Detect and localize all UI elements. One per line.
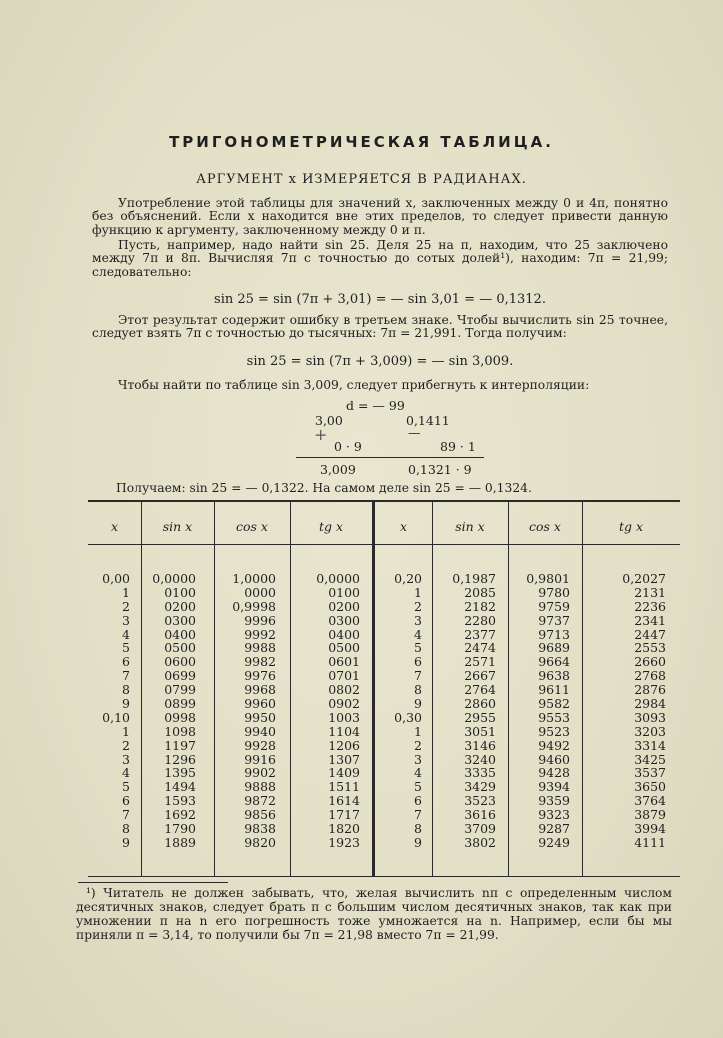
paragraph-interpolation: Чтобы найти по таблице sin 3,009, следует прибегнуть к интерполяции: — [118, 378, 590, 392]
table-cell: 2280 — [464, 612, 496, 628]
page-title: ТРИГОНОМЕТРИЧЕСКАЯ ТАБЛИЦА. — [169, 133, 554, 151]
table-cell: 7 — [414, 668, 422, 684]
table-cell: 1889 — [164, 834, 196, 850]
table-cell: 9 — [414, 696, 422, 712]
table-cell: 9950 — [244, 709, 276, 725]
table-cell: 9872 — [244, 793, 276, 809]
table-cell: 1307 — [328, 751, 360, 767]
column-x-right — [382, 572, 422, 850]
table-cell: 9928 — [244, 737, 276, 753]
interp-left-mid: 0 · 9 — [334, 439, 362, 454]
table-cell: 9460 — [538, 751, 570, 767]
column-tg-right — [610, 572, 666, 850]
table-cell: 1296 — [164, 751, 196, 767]
table-cell: 2660 — [634, 654, 666, 670]
table-cell: 2984 — [634, 696, 666, 712]
header-x-right: x — [399, 519, 408, 534]
table-cell: 0100 — [328, 584, 360, 600]
table-cell: 5 — [414, 779, 422, 795]
table-cell: 7 — [122, 807, 130, 823]
formula-sin25-approx: sin 25 = sin (7π + 3,01) = — sin 3,01 = — 0,1312. — [214, 292, 546, 307]
table-cell: 0998 — [164, 709, 196, 725]
table-cell: 3051 — [464, 723, 496, 739]
table-cell: 1 — [414, 584, 422, 600]
table-cell: 9553 — [538, 709, 570, 725]
table-cell: 0,9998 — [232, 598, 276, 614]
table-cell: 3093 — [634, 709, 666, 725]
table-cell: 9916 — [244, 751, 276, 767]
table-cell: 2876 — [634, 682, 666, 698]
table-col-divider — [290, 500, 291, 876]
table-cell: 0802 — [328, 682, 360, 698]
table-cell: 3 — [414, 612, 422, 628]
table-cell: 0300 — [328, 612, 360, 628]
table-cell: 7 — [414, 807, 422, 823]
table-cell: 9638 — [538, 668, 570, 684]
table-cell: 3523 — [464, 793, 496, 809]
table-cell: 1395 — [164, 765, 196, 781]
table-cell: 2 — [122, 737, 130, 753]
table-cell: 9664 — [538, 654, 570, 670]
table-cell: 9249 — [538, 834, 570, 850]
table-cell: 9582 — [538, 696, 570, 712]
table-cell: 9856 — [244, 807, 276, 823]
table-cell: 2 — [414, 737, 422, 753]
page-subtitle: АРГУМЕНТ x ИЗМЕРЯЕТСЯ В РАДИАНАХ. — [196, 172, 527, 187]
paragraph-result: Получаем: sin 25 = — 0,1322. На самом деле sin 25 = — 0,1324. — [116, 481, 532, 495]
table-cell: 8 — [414, 821, 422, 837]
table-cell: 2474 — [464, 640, 496, 656]
interp-right-top: 0,1411 — [406, 413, 450, 428]
table-cell: 1692 — [164, 807, 196, 823]
table-col-divider — [214, 500, 215, 876]
column-cos-right — [518, 572, 570, 850]
table-cell: 0,00 — [102, 571, 130, 586]
table-cell: 1104 — [328, 723, 360, 739]
table-cell: 9976 — [244, 668, 276, 684]
header-tg-left: tg x — [318, 519, 344, 534]
table-cell: 9992 — [244, 626, 276, 642]
table-cell: 9968 — [244, 682, 276, 698]
footnote-rule — [78, 882, 228, 883]
table-cell: 3 — [414, 751, 422, 767]
table-cell: 0,1987 — [452, 571, 496, 586]
table-cell: 6 — [122, 654, 130, 670]
table-cell: 3650 — [634, 779, 666, 795]
paragraph-usage: Употребление этой таблицы для значений x, заключенных между 0 и 4π, понятно без объяснений. Если x находится вне этих пределов, то следует привести данную функцию к аргументу, заключенному между 0 и π. — [92, 196, 668, 237]
table-cell: 7 — [122, 668, 130, 684]
table-cell: 9737 — [538, 612, 570, 628]
table-cell: 9759 — [538, 598, 570, 614]
table-cell: 9838 — [244, 821, 276, 837]
table-cell: 3 — [122, 612, 130, 628]
table-cell: 0600 — [164, 654, 196, 670]
table-cell: 0400 — [164, 626, 196, 642]
table-cell: 3802 — [464, 834, 496, 850]
table-col-divider — [432, 500, 433, 876]
table-cell: 6 — [414, 793, 422, 809]
table-col-divider — [508, 500, 509, 876]
table-cell: 3314 — [634, 737, 666, 753]
table-cell: 9 — [122, 696, 130, 712]
table-cell: 2447 — [634, 626, 666, 642]
table-cell: 1098 — [164, 723, 196, 739]
column-tg-left — [304, 572, 360, 850]
table-cell: 0200 — [328, 598, 360, 614]
table-cell: 8 — [122, 821, 130, 837]
table-cell: 0701 — [328, 668, 360, 684]
table-top-rule — [88, 500, 680, 502]
table-cell: 1820 — [328, 821, 360, 837]
table-col-divider — [141, 500, 142, 876]
header-x-left: x — [110, 519, 119, 534]
table-cell: 9888 — [244, 779, 276, 795]
table-cell: 4 — [122, 626, 130, 642]
table-cell: 9780 — [538, 584, 570, 600]
table-cell: 0699 — [164, 668, 196, 684]
table-cell: 9820 — [244, 834, 276, 850]
table-cell: 3764 — [634, 793, 666, 809]
table-cell: 9 — [122, 834, 130, 850]
table-cell: 9394 — [538, 779, 570, 795]
interp-right-bottom: 0,1321 · 9 — [408, 462, 472, 477]
table-cell: 9960 — [244, 696, 276, 712]
table-cell: 6 — [122, 793, 130, 809]
table-cell: 5 — [122, 779, 130, 795]
column-x-left — [92, 572, 130, 850]
table-cell: 0000 — [244, 584, 276, 600]
table-cell: 0899 — [164, 696, 196, 712]
column-sin-left — [150, 572, 196, 850]
header-sin-left: sin x — [162, 519, 193, 534]
table-cell: 2553 — [634, 640, 666, 656]
table-cell: 0300 — [164, 612, 196, 628]
table-cell: 6 — [414, 654, 422, 670]
table-cell: 2182 — [464, 598, 496, 614]
table-cell: 0902 — [328, 696, 360, 712]
table-cell: 3709 — [464, 821, 496, 837]
table-cell: 1 — [414, 723, 422, 739]
table-cell: 3425 — [634, 751, 666, 767]
interp-plus-sign: + — [314, 425, 328, 444]
table-cell: 3 — [122, 751, 130, 767]
table-cell: 5 — [122, 640, 130, 656]
table-cell: 1923 — [328, 834, 360, 850]
table-cell: 3994 — [634, 821, 666, 837]
table-cell: 1 — [122, 584, 130, 600]
table-cell: 9940 — [244, 723, 276, 739]
table-cell: 9982 — [244, 654, 276, 670]
table-cell: 0,30 — [394, 709, 422, 725]
table-cell: 2955 — [464, 709, 496, 725]
interp-right-mid: 89 · 1 — [440, 439, 476, 454]
header-cos-left: cos x — [236, 519, 268, 534]
table-col-divider — [582, 500, 583, 876]
interp-left-bottom: 3,009 — [320, 462, 356, 477]
table-cell: 1790 — [164, 821, 196, 837]
table-cell: 0601 — [328, 654, 360, 670]
table-cell: 2085 — [464, 584, 496, 600]
table-cell: 0,10 — [102, 709, 130, 725]
table-cell: 1511 — [328, 779, 360, 795]
table-cell: 1593 — [164, 793, 196, 809]
footnote: ¹) Читатель не должен забывать, что, желая вычислить nπ с определенным числом десятичных знаков, следует брать π с большим числом десятичных знаков, так как при умножении π на n его погрешность тоже умножается на n. Например, если бы мы приняли π = 3,14, то получили бы 7π = 21,98 вместо 7π = 21,99. — [76, 886, 672, 942]
table-cell: 3879 — [634, 807, 666, 823]
table-cell: 9492 — [538, 737, 570, 753]
table-cell: 4 — [414, 626, 422, 642]
table-cell: 2341 — [634, 612, 666, 628]
table-cell: 3537 — [634, 765, 666, 781]
table-cell: 2860 — [464, 696, 496, 712]
table-cell: 2768 — [634, 668, 666, 684]
column-sin-right — [446, 572, 496, 850]
table-cell: 9902 — [244, 765, 276, 781]
table-cell: 9713 — [538, 626, 570, 642]
table-cell: 2377 — [464, 626, 496, 642]
table-cell: 3203 — [634, 723, 666, 739]
table-cell: 2 — [122, 598, 130, 614]
table-cell: 9996 — [244, 612, 276, 628]
table-cell: 0,0000 — [316, 571, 360, 586]
table-cell: 0200 — [164, 598, 196, 614]
table-cell: 9611 — [538, 682, 570, 698]
table-cell: 2 — [414, 598, 422, 614]
table-cell: 0,0000 — [152, 571, 196, 586]
table-cell: 9287 — [538, 821, 570, 837]
table-cell: 1 — [122, 723, 130, 739]
table-cell: 1003 — [328, 709, 360, 725]
table-cell: 0100 — [164, 584, 196, 600]
table-cell: 1197 — [164, 737, 196, 753]
table-cell: 2236 — [634, 598, 666, 614]
table-cell: 0,2027 — [622, 571, 666, 586]
table-cell: 4 — [122, 765, 130, 781]
table-cell: 1,0000 — [232, 571, 276, 586]
paragraph-accuracy: Этот результат содержит ошибку в третьем знаке. Чтобы вычислить sin 25 точнее, следует взять 7π с точностью до тысячных: 7π = 21,991. Тогда получим: — [92, 313, 668, 341]
table-cell: 9 — [414, 834, 422, 850]
header-cos-right: cos x — [529, 519, 561, 534]
table-cell: 0500 — [164, 640, 196, 656]
table-cell: 0400 — [328, 626, 360, 642]
table-cell: 9428 — [538, 765, 570, 781]
table-cell: 9359 — [538, 793, 570, 809]
table-cell: 9689 — [538, 640, 570, 656]
formula-sin25-exact: sin 25 = sin (7π + 3,009) = — sin 3,009. — [246, 354, 514, 369]
table-cell: 1206 — [328, 737, 360, 753]
interp-rule — [296, 457, 484, 458]
interp-left-top: 3,00 — [315, 413, 343, 428]
table-cell: 3146 — [464, 737, 496, 753]
table-cell: 1614 — [328, 793, 360, 809]
table-header-rule — [88, 544, 680, 545]
paragraph-example: Пусть, например, надо найти sin 25. Деля 25 на π, находим, что 25 заключено между 7π и 8π. Вычисляя 7π с точностью до сотых долей¹), находим: 7π = 21,99; следовательно: — [92, 238, 668, 279]
table-cell: 3240 — [464, 751, 496, 767]
column-cos-left — [226, 572, 276, 850]
table-cell: 9523 — [538, 723, 570, 739]
table-cell: 0,9801 — [526, 571, 570, 586]
table-cell: 3335 — [464, 765, 496, 781]
table-cell: 1717 — [328, 807, 360, 823]
table-bottom-rule — [88, 876, 680, 877]
table-cell: 9323 — [538, 807, 570, 823]
table-cell: 1494 — [164, 779, 196, 795]
table-cell: 4111 — [634, 834, 666, 850]
table-cell: 2571 — [464, 654, 496, 670]
header-tg-right: tg x — [618, 519, 644, 534]
table-cell: 2667 — [464, 668, 496, 684]
table-cell: 8 — [122, 682, 130, 698]
table-cell: 5 — [414, 640, 422, 656]
table-cell: 4 — [414, 765, 422, 781]
table-cell: 2764 — [464, 682, 496, 698]
table-cell: 0799 — [164, 682, 196, 698]
interp-difference: d = — 99 — [346, 398, 405, 413]
table-cell: 9988 — [244, 640, 276, 656]
table-cell: 8 — [414, 682, 422, 698]
table-cell: 1409 — [328, 765, 360, 781]
table-cell: 2131 — [634, 584, 666, 600]
table-cell: 0500 — [328, 640, 360, 656]
table-cell: 3616 — [464, 807, 496, 823]
table-center-divider — [372, 500, 375, 876]
table-cell: 3429 — [464, 779, 496, 795]
interp-minus-sign: — — [408, 425, 421, 440]
header-sin-right: sin x — [455, 519, 485, 534]
table-cell: 0,20 — [394, 571, 422, 586]
